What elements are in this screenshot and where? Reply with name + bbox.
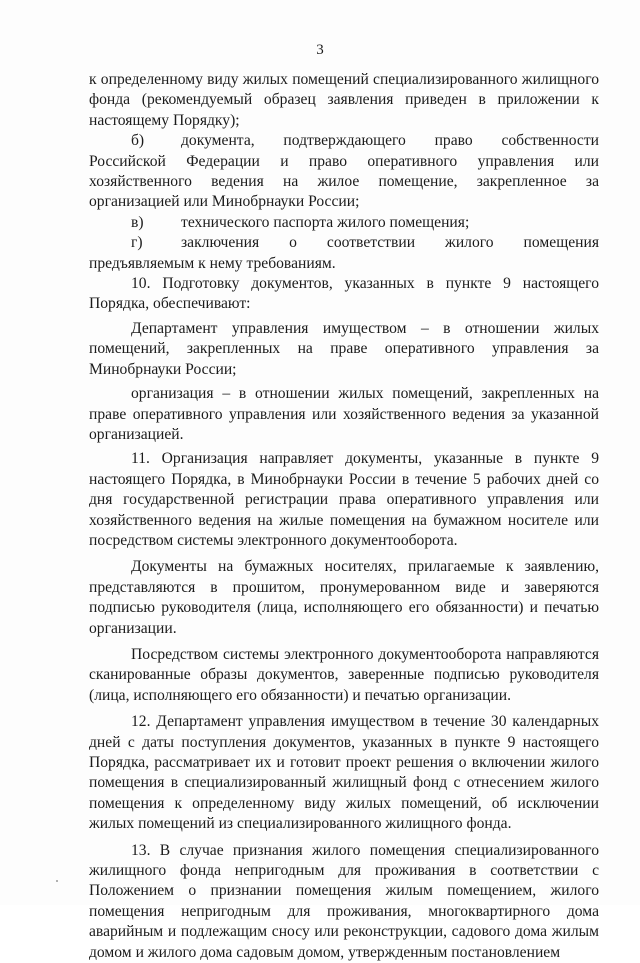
clause-12: 12. Департамент управления имуществом в течение 30 календарных дней с даты поступления документов, указанных в пункте 9 настоящего Порядка, рассматривает их и готовит проект решения о включении жилого помещения в специализированный жилищный фонд с отнесением жилого помещения к определенному виду жилых помещений, об исключении жилых помещений из специализированного жилищного фонда. [89,713,599,833]
list-item-letter: в) [131,213,144,231]
list-item-text: технического паспорта жилого помещения; [181,213,470,231]
list-item-text: документа, подтверждающего право собственности Российской Федерации и право оперативного управления или хозяйственного ведения на жилое помещение, закрепленное за организацией или Минобрнауки России; [89,132,599,211]
list-item-letter: г) [131,234,143,252]
clause-10: 10. Подготовку документов, указанных в пункте 9 настоящего Порядка, обеспечивают: [89,275,599,313]
clause-10-organization: организация – в отношении жилых помещений, закрепленных на праве оперативного управления или хозяйственного ведения за указанной организацией. [89,385,599,443]
list-item-text: заключения о соответствии жилого помещения предъявляемым к нему требованиям. [89,234,599,272]
clause-11-paper-documents: Документы на бумажных носителях, прилагаемые к заявлению, представляются в прошитом, пронумерованном виде и заверяются подписью руководителя (лица, исполняющего его обязанности) и печатью организации. [89,558,599,637]
paragraph-continuation: к определенному виду жилых помещений специализированного жилищного фонда (рекомендуемый образец заявления приведен в приложении к настоящему Порядку); [89,71,599,129]
scan-artifact [56,880,58,882]
page-number: 3 [316,42,324,58]
list-item-g [89,233,599,274]
clause-11: 11. Организация направляет документы, указанные в пункте 9 настоящего Порядка, в Минобрнауки России в течение 5 рабочих дней со дня государственной регистрации права оперативного управления или хозяйственного ведения на жилые помещения на бумажном носителе или посредством системы электронного документооборота. [89,450,599,549]
list-item-b [89,131,599,213]
list-item-v [89,213,599,233]
list-item-letter: б) [131,132,145,150]
clause-13: 13. В случае признания жилого помещения специализированного жилищного фонда непригодным для проживания в соответствии с Положением о признании помещения жилым помещением, жилого помещения непригодным для проживания, многоквартирного дома аварийным и подлежащим сносу или реконструкции, садового дома жилым домом и жилого дома садовым домом, утвержденным постановлением [89,841,599,961]
document-body [89,70,599,963]
clause-10-department: Департамент управления имуществом – в отношении жилых помещений, закрепленных на праве оперативного управления за Минобрнауки России; [89,319,599,378]
clause-11-electronic-documents: Посредством системы электронного документооборота направляются сканированные образы документов, заверенные подписью руководителя (лица, исполняющего его обязанности) и печатью организации. [89,645,599,704]
